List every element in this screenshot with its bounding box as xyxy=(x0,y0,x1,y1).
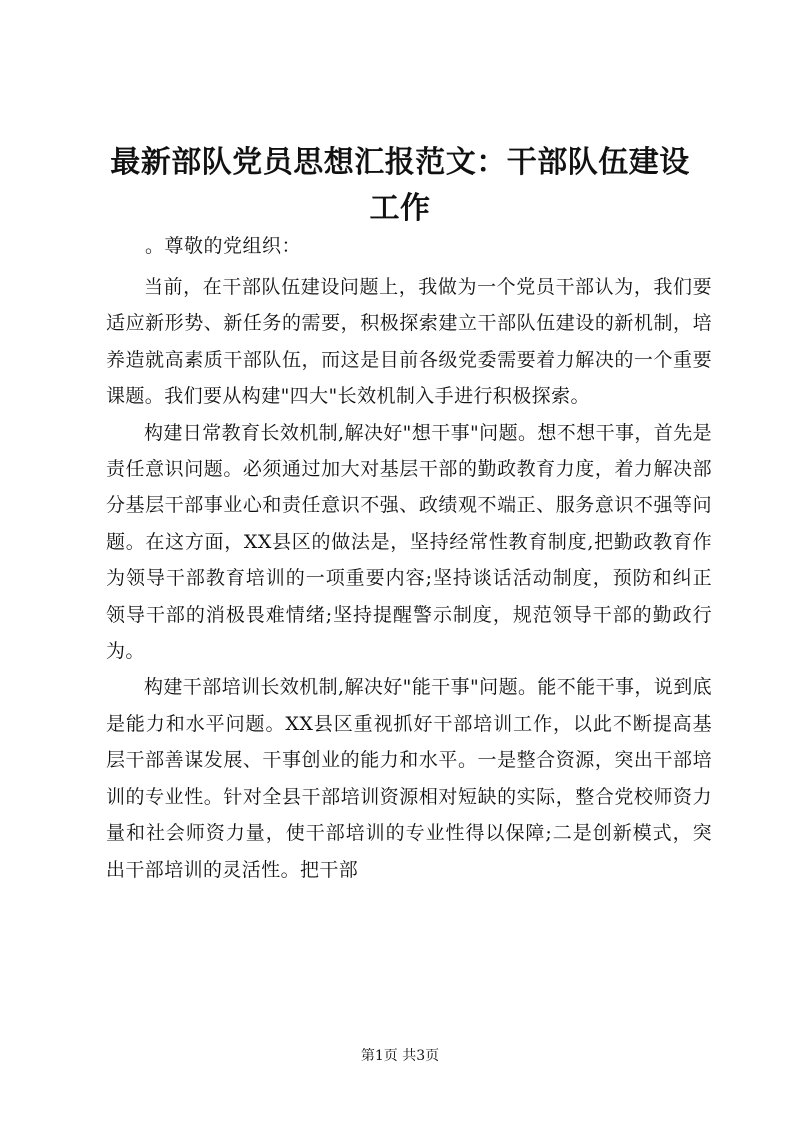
salutation: 。尊敬的党组织： xyxy=(145,235,302,257)
document-title: 最新部队党员思想汇报范文：干部队伍建设工作 xyxy=(110,145,690,226)
page-footer: 第1页 共3页 xyxy=(360,1048,440,1064)
document-body xyxy=(106,269,712,888)
paragraph-1: 当前，在干部队伍建设问题上，我做为一个党员干部认为，我们要适应新形势、新任务的需要，积极探索建立干部队伍建设的新机制，培养造就高素质干部队伍，而这是目前各级党委需要着力解决的一个重要课题。我们要从构建"四大"长效机制入手进行积极探索。 xyxy=(106,276,712,408)
paragraph-3: 构建干部培训长效机制,解决好"能干事"问题。能不能干事，说到底是能力和水平问题。XX县区重视抓好干部培训工作，以此不断提高基层干部善谋发展、干事创业的能力和水平。一是整合资源，突出干部培训的专业性。针对全县干部培训资源相对短缺的实际，整合党校师资力量和社会师资力量，使干部培训的专业性得以保障;二是创新模式，突出干部培训的灵活性。把干部 xyxy=(106,676,712,881)
paragraph-2: 构建日常教育长效机制,解决好"想干事"问题。想不想干事，首先是责任意识问题。必须通过加大对基层干部的勤政教育力度，着力解决部分基层干部事业心和责任意识不强、政绩观不端正、服务意识不强等问题。在这方面，XX县区的做法是，坚持经常性教育制度,把勤政教育作为领导干部教育培训的一项重要内容;坚持谈话活动制度，预防和纠正领导干部的消极畏难情绪;坚持提醒警示制度，规范领导干部的勤政行为。 xyxy=(106,421,712,663)
